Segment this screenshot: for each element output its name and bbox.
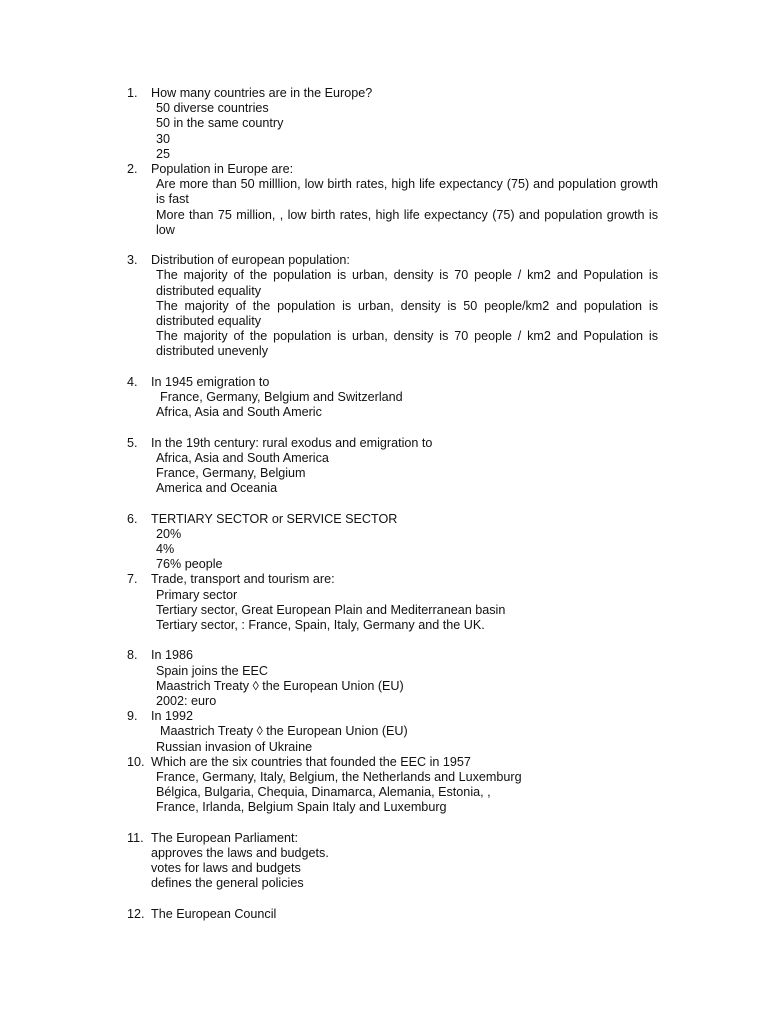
question-number: 7. — [127, 572, 138, 587]
answer-option: 76% people — [156, 557, 223, 572]
question-1 — [127, 86, 658, 162]
answer-option: Tertiary sector, : France, Spain, Italy, Germany and the UK. — [156, 618, 485, 633]
question-text: In the 19th century: rural exodus and emigration to — [151, 435, 433, 450]
question-2 — [127, 162, 658, 238]
answer-option: votes for laws and budgets — [151, 861, 301, 876]
quiz-document — [127, 86, 658, 922]
question-4 — [127, 375, 658, 421]
question-number: 10. — [127, 754, 145, 769]
question-5 — [127, 436, 658, 497]
question-12 — [127, 907, 658, 922]
question-text: Distribution of european population: — [151, 253, 350, 268]
answer-option: France, Germany, Belgium and Switzerland — [160, 390, 403, 405]
answer-option: 25 — [156, 146, 171, 161]
question-number: 9. — [127, 709, 138, 724]
question-number: 8. — [127, 648, 138, 663]
question-text: Which are the six countries that founded the EEC in 1957 — [151, 754, 471, 769]
answer-option: Russian invasion of Ukraine — [156, 739, 313, 754]
answer-option: 4% — [156, 542, 175, 557]
question-8 — [127, 648, 658, 709]
answer-option: 50 diverse countries — [156, 101, 269, 116]
question-text: Population in Europe are: — [151, 162, 294, 177]
answer-option: approves the laws and budgets. — [151, 846, 329, 861]
question-text: Trade, transport and tourism are: — [151, 572, 335, 587]
answer-option: The majority of the population is urban, density is 70 people / km2 and Population is distributed equality — [156, 268, 658, 298]
question-7 — [127, 572, 658, 633]
answer-option: Primary sector — [156, 587, 238, 602]
answer-option: France, Germany, Belgium — [156, 466, 306, 481]
answer-option: 2002: euro — [156, 694, 217, 709]
question-3 — [127, 253, 658, 359]
question-text: TERTIARY SECTOR or SERVICE SECTOR — [151, 511, 398, 526]
answer-option: Maastrich Treaty ◊ the European Union (EU) — [160, 724, 408, 739]
answer-option: Tertiary sector, Great European Plain and Mediterranean basin — [156, 602, 506, 617]
question-text: How many countries are in the Europe? — [151, 86, 373, 100]
answer-option: Maastrich Treaty ◊ the European Union (EU) — [156, 678, 404, 693]
question-number: 3. — [127, 253, 138, 268]
question-number: 6. — [127, 511, 138, 526]
question-number: 2. — [127, 162, 138, 177]
answer-option: 50 in the same country — [156, 116, 284, 131]
question-number: 11. — [127, 830, 144, 845]
answer-option: More than 75 million, , low birth rates, high life expectancy (75) and population growth is low — [156, 207, 658, 237]
answer-option: Spain joins the EEC — [156, 663, 269, 678]
answer-option: France, Germany, Italy, Belgium, the Netherlands and Luxemburg — [156, 770, 522, 785]
answer-option: 20% — [156, 526, 182, 541]
question-10 — [127, 755, 658, 816]
answer-option: Bélgica, Bulgaria, Chequia, Dinamarca, Alemania, Estonia, , — [156, 785, 491, 800]
answer-option: Africa, Asia and South America — [156, 450, 329, 465]
question-number: 4. — [127, 374, 138, 389]
answer-option: America and Oceania — [156, 481, 278, 496]
question-6 — [127, 512, 658, 573]
question-11 — [127, 831, 658, 892]
question-text: The European Parliament: — [151, 830, 299, 845]
answer-option: Are more than 50 milllion, low birth rates, high life expectancy (75) and population growth is fast — [156, 177, 658, 207]
answer-option: France, Irlanda, Belgium Spain Italy and Luxemburg — [156, 800, 447, 815]
question-text: In 1992 — [151, 709, 194, 724]
answer-option: Africa, Asia and South Americ — [156, 405, 322, 420]
answer-option: The majority of the population is urban, density is 70 people / km2 and Population is distributed unevenly — [156, 329, 658, 359]
question-text: The European Council — [151, 906, 277, 921]
question-9 — [127, 709, 658, 755]
question-number: 1. — [127, 86, 138, 100]
question-text: In 1986 — [151, 648, 194, 663]
question-text: In 1945 emigration to — [151, 374, 270, 389]
answer-option: The majority of the population is urban, density is 50 people/km2 and population is distributed equality — [156, 298, 658, 329]
question-number: 5. — [127, 435, 138, 450]
answer-option: defines the general policies — [151, 876, 304, 891]
answer-option: 30 — [156, 131, 171, 146]
question-number: 12. — [127, 906, 145, 921]
